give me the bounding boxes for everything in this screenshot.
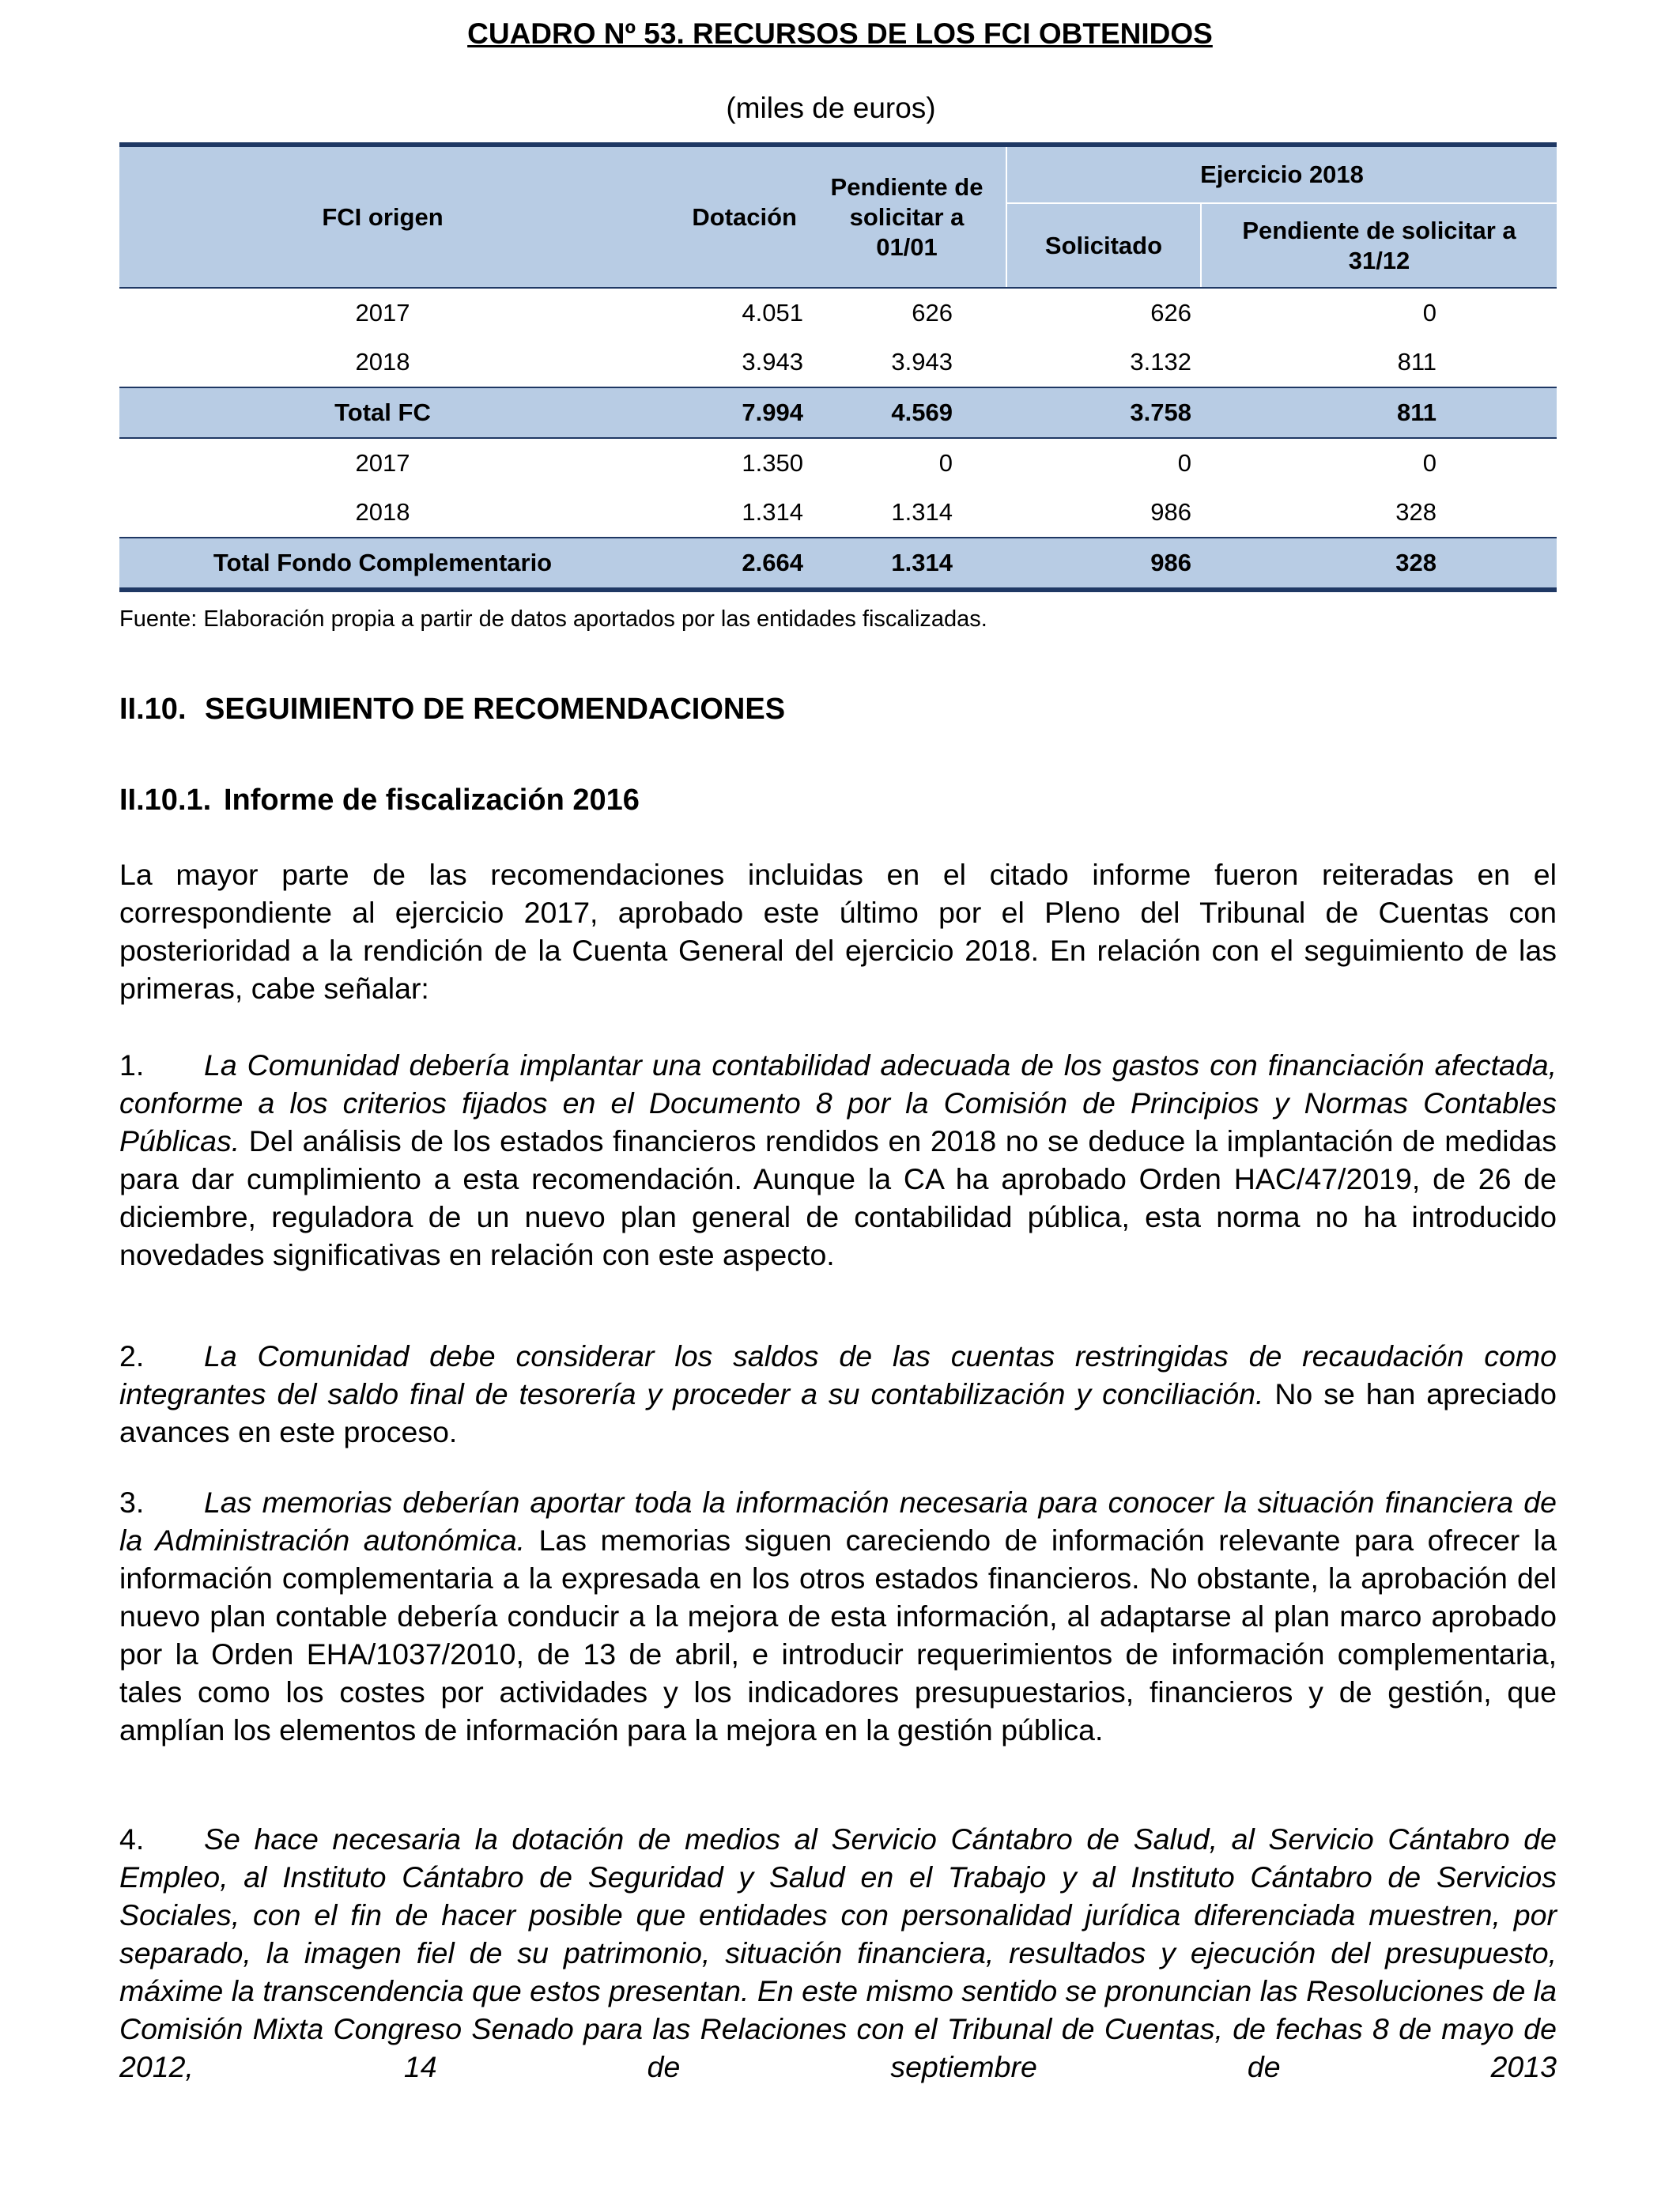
cell-dotacion: 7.994 bbox=[646, 387, 808, 438]
table-row bbox=[119, 488, 1557, 538]
recommendation-item bbox=[119, 1337, 1557, 1451]
cell-pendiente-0101: 0 bbox=[938, 449, 953, 477]
cell-dotacion: 3.943 bbox=[742, 348, 803, 376]
cell-pendiente-0101: 1.314 bbox=[891, 498, 953, 526]
section-number: II.10. bbox=[119, 693, 187, 726]
recommendation-text: La Comunidad debería implantar una contabilidad adecuada de los gastos con financiación afectada, conforme a los criterios fijados en el Documento 8 por la Comisión de Principios y Normas Contables Públicas. bbox=[119, 1048, 1557, 1157]
cell-origen: Total Fondo Complementario bbox=[119, 538, 646, 590]
cell-origen: 2017 bbox=[355, 299, 410, 327]
table-total-row bbox=[119, 387, 1557, 438]
cell-solicitado: 3.758 bbox=[1006, 387, 1201, 438]
cell-solicitado: 626 bbox=[1150, 299, 1191, 327]
cell-origen: 2017 bbox=[355, 449, 410, 477]
follow-up-text: Del análisis de los estados financieros rendidos en 2018 no se deduce la implantación de medidas para dar cumplimiento a esta recomendación. Aunque la CA ha aprobado Orden HAC/47/2019, de 26 de diciembre, reguladora de un nuevo plan general de contabilidad pública, esta norma no ha introducido novedades significativas en relación con este aspecto. bbox=[119, 1124, 1557, 1271]
cell-dotacion: 1.314 bbox=[742, 498, 803, 526]
recommendation-text: Las memorias deberían aportar toda la información necesaria para conocer la situación financiera de la Administración autonómica. bbox=[119, 1486, 1557, 1557]
table-row bbox=[119, 438, 1557, 488]
cell-pendiente-0101: 4.569 bbox=[808, 387, 1006, 438]
table-source-note: Fuente: Elaboración propia a partir de datos aportados por las entidades fiscalizadas. bbox=[119, 606, 987, 632]
item-number: 2. bbox=[119, 1339, 145, 1373]
header-ejercicio-2018: Ejercicio 2018 bbox=[1006, 145, 1557, 203]
header-solicitado: Solicitado bbox=[1006, 203, 1201, 288]
cell-pendiente-3112: 328 bbox=[1395, 498, 1437, 526]
cell-pendiente-3112: 811 bbox=[1201, 387, 1557, 438]
section-title: SEGUIMIENTO DE RECOMENDACIONES bbox=[205, 693, 786, 726]
subsection-title: Informe de fiscalización 2016 bbox=[224, 784, 640, 817]
fci-resources-table bbox=[119, 142, 1557, 592]
recommendation-item bbox=[119, 1483, 1557, 1749]
recommendation-item bbox=[119, 1820, 1557, 2086]
recommendation-item bbox=[119, 1046, 1557, 1274]
cell-solicitado: 0 bbox=[1177, 449, 1191, 477]
header-dotacion: Dotación bbox=[646, 145, 808, 288]
item-number: 4. bbox=[119, 1822, 145, 1856]
item-number: 1. bbox=[119, 1048, 145, 1082]
cell-pendiente-0101: 3.943 bbox=[891, 348, 953, 376]
header-pendiente-0101: Pendiente de solicitar a 01/01 bbox=[808, 145, 1006, 288]
cell-pendiente-0101: 626 bbox=[912, 299, 953, 327]
header-pendiente-3112: Pendiente de solicitar a 31/12 bbox=[1201, 203, 1557, 288]
subsection-number: II.10.1. bbox=[119, 784, 212, 817]
cell-pendiente-3112: 0 bbox=[1422, 449, 1437, 477]
cell-solicitado: 986 bbox=[1150, 498, 1191, 526]
table-total-row bbox=[119, 538, 1557, 590]
cell-dotacion: 4.051 bbox=[742, 299, 803, 327]
cell-pendiente-0101: 1.314 bbox=[808, 538, 1006, 590]
cell-dotacion: 1.350 bbox=[742, 449, 803, 477]
cell-pendiente-3112: 328 bbox=[1201, 538, 1557, 590]
table-title: CUADRO Nº 53. RECURSOS DE LOS FCI OBTENIDOS bbox=[467, 17, 1213, 50]
follow-up-text: Las memorias siguen careciendo de información relevante para ofrecer la información complementaria a la expresada en los otros estados financieros. No obstante, la aprobación del nuevo plan contable debería conducir a la mejora de esta información, al adaptarse al plan marco aprobado por la Orden EHA/1037/2010, de 13 de abril, e introducir requerimientos de información complementaria, tales como los costes por actividades y los indicadores presupuestarios, financieros y de gestión, que amplían los elementos de información para la mejora en la gestión pública. bbox=[119, 1524, 1557, 1747]
subsection-heading bbox=[119, 779, 640, 821]
cell-solicitado: 986 bbox=[1006, 538, 1201, 590]
header-fci-origen: FCI origen bbox=[119, 145, 646, 288]
recommendation-text: La Comunidad debe considerar los saldos de las cuentas restringidas de recaudación como integrantes del saldo final de tesorería y proceder a su contabilización y conciliación. bbox=[119, 1339, 1557, 1410]
table-row bbox=[119, 338, 1557, 387]
item-number: 3. bbox=[119, 1486, 145, 1519]
section-heading bbox=[119, 688, 785, 731]
table-subtitle: (miles de euros) bbox=[726, 92, 936, 124]
cell-dotacion: 2.664 bbox=[646, 538, 808, 590]
intro-paragraph: La mayor parte de las recomendaciones incluidas en el citado informe fueron reiteradas en el correspondiente al ejercicio 2017, aprobado este último por el Pleno del Tribunal de Cuentas con posterioridad a la rendición de la Cuenta General del ejercicio 2018. En relación con el seguimiento de las primeras, cabe señalar: bbox=[119, 858, 1557, 1005]
cell-pendiente-3112: 811 bbox=[1397, 348, 1437, 376]
cell-pendiente-3112: 0 bbox=[1422, 299, 1437, 327]
recommendation-text: Se hace necesaria la dotación de medios al Servicio Cántabro de Salud, al Servicio Cántabro de Empleo, al Instituto Cántabro de Seguridad y Salud en el Trabajo y al Instituto Cántabro de Servicios Sociales, con el fin de hacer posible que entidades con personalidad jurídica diferenciada muestren, por separado, la imagen fiel de su patrimonio, situación financiera, resultados y ejecución del presupuesto, máxime la transcendencia que estos presentan. En este mismo sentido se pronuncian las Resoluciones de la Comisión Mixta Congreso Senado para las Relaciones con el Tribunal de Cuentas, de fechas 8 de mayo de 2012, 14 de septiembre de 2013 bbox=[119, 1822, 1557, 2083]
follow-up-text: No se han apreciado avances en este proceso. bbox=[119, 1377, 1557, 1448]
cell-origen: 2018 bbox=[355, 348, 410, 376]
cell-origen: 2018 bbox=[355, 498, 410, 526]
cell-origen: Total FC bbox=[119, 387, 646, 438]
table-row bbox=[119, 288, 1557, 338]
cell-solicitado: 3.132 bbox=[1130, 348, 1191, 376]
